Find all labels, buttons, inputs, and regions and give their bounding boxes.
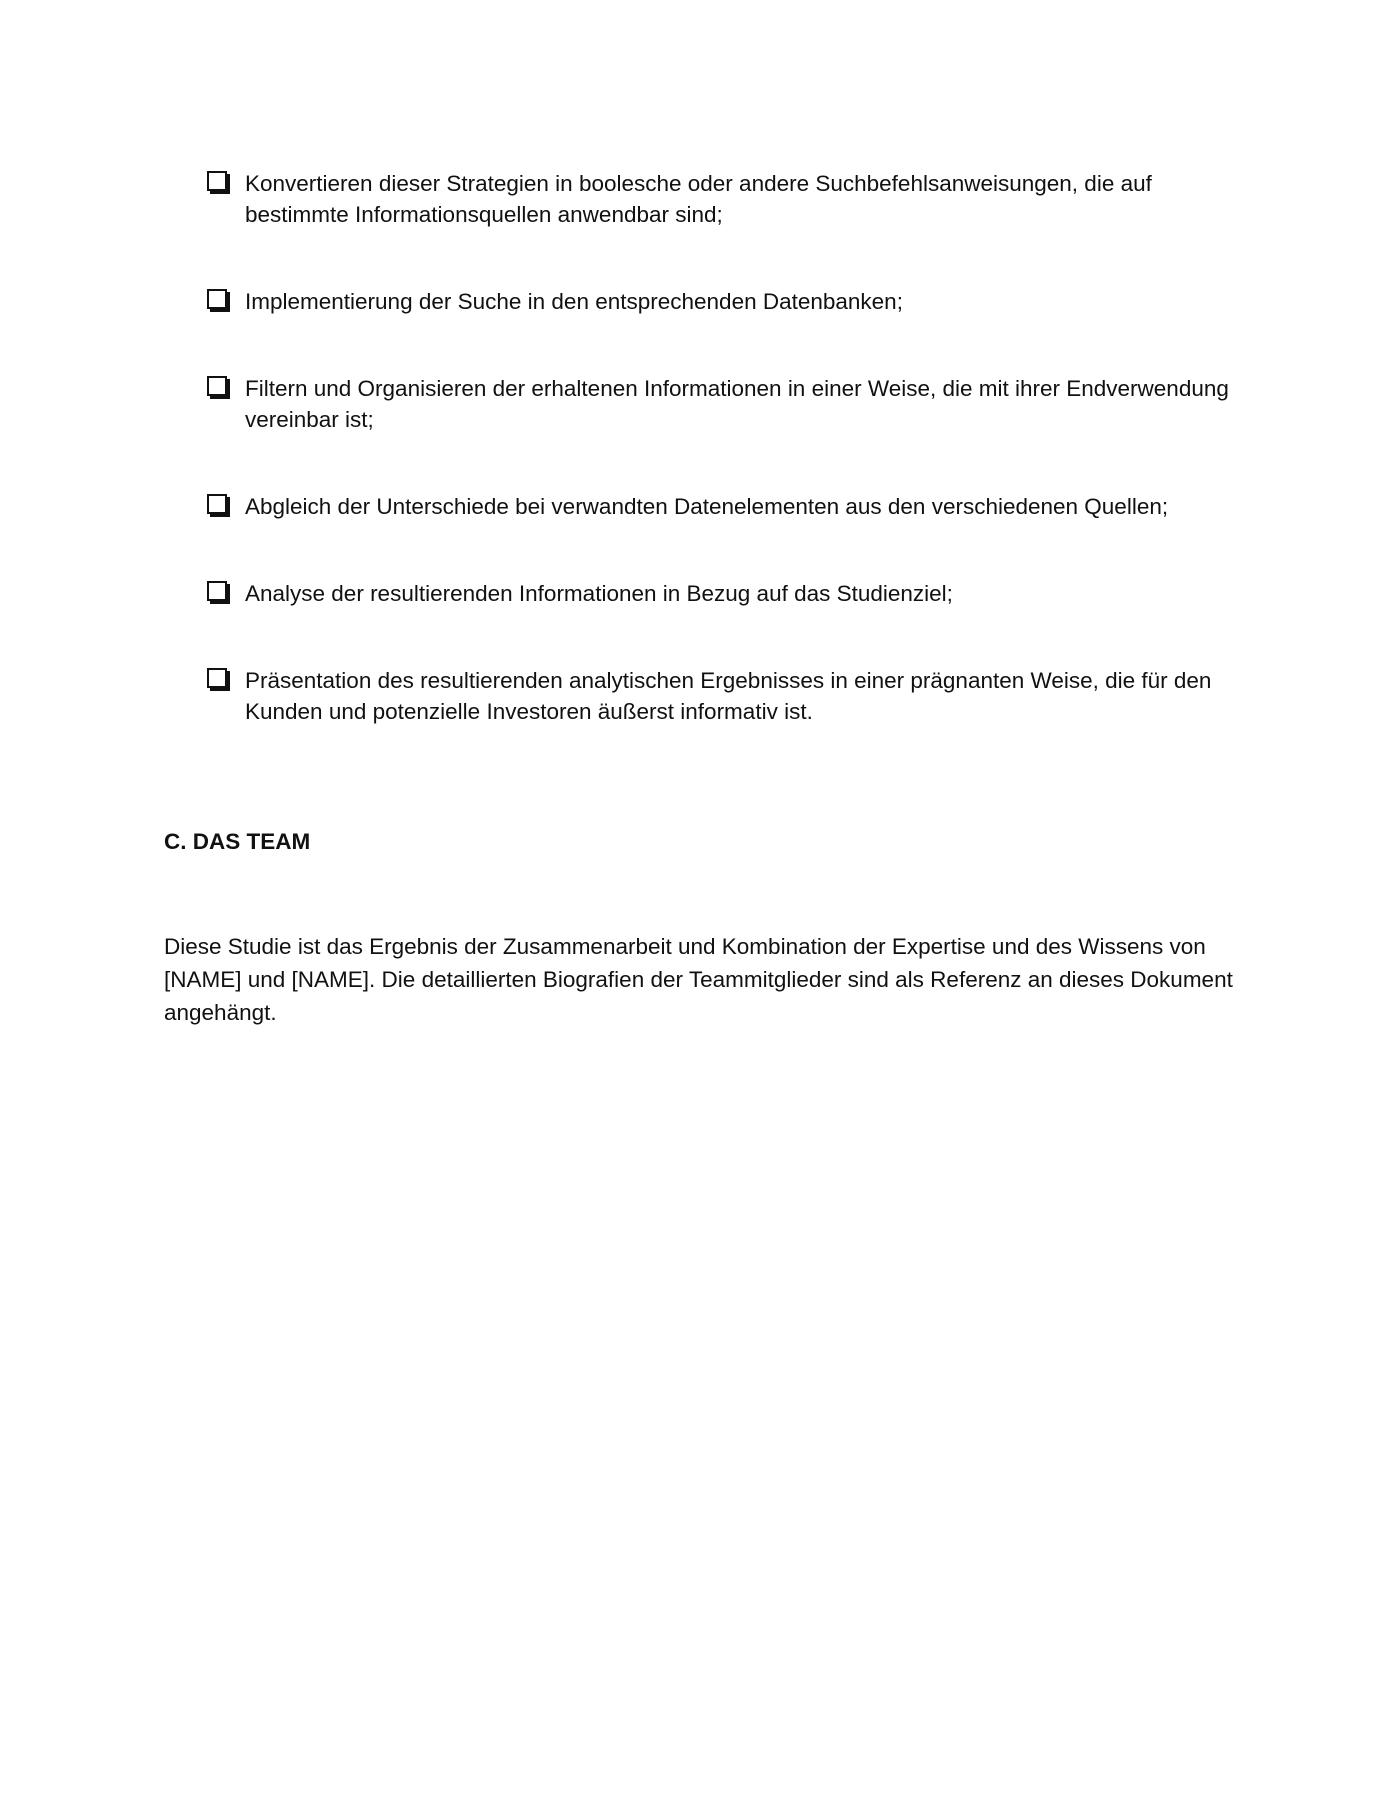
team-paragraph: Diese Studie ist das Ergebnis der Zusammenarbeit und Kombination der Expertise und des Wissens von [NAME] und [NAME]. Die detaillierten Biografien der Teammitglieder sind als Referenz an dieses Dokument angehängt. (164, 934, 1233, 1025)
checklist-item-text: Filtern und Organisieren der erhaltenen Informationen in einer Weise, die mit ihrer Endverwendung vereinbar ist; (245, 376, 1229, 432)
checklist-item-text: Analyse der resultierenden Informationen in Bezug auf das Studienziel; (245, 581, 953, 606)
checklist-item (205, 286, 1245, 317)
checkbox-icon (207, 171, 227, 191)
checkbox-icon (207, 581, 227, 601)
checklist-item (205, 168, 1245, 230)
checklist-item (205, 491, 1245, 522)
checkbox-icon (207, 376, 227, 396)
checklist-item (205, 665, 1245, 727)
checklist-item (205, 578, 1245, 609)
checklist-item-text: Abgleich der Unterschiede bei verwandten Datenelementen aus den verschiedenen Quellen; (245, 494, 1169, 519)
checklist (205, 168, 1245, 783)
checkbox-icon (207, 668, 227, 688)
checklist-item-text: Präsentation des resultierenden analytischen Ergebnisses in einer prägnanten Weise, die für den Kunden und potenzielle Investoren äußerst informativ ist. (245, 668, 1212, 724)
checklist-item-text: Implementierung der Suche in den entsprechenden Datenbanken; (245, 289, 903, 314)
checklist-item-text: Konvertieren dieser Strategien in boolesche oder andere Suchbefehlsanweisungen, die auf bestimmte Informationsquellen anwendbar sind; (245, 171, 1152, 227)
checkbox-icon (207, 289, 227, 309)
section-heading: C. DAS TEAM (164, 829, 311, 854)
checkbox-icon (207, 494, 227, 514)
checklist-item (205, 373, 1245, 435)
